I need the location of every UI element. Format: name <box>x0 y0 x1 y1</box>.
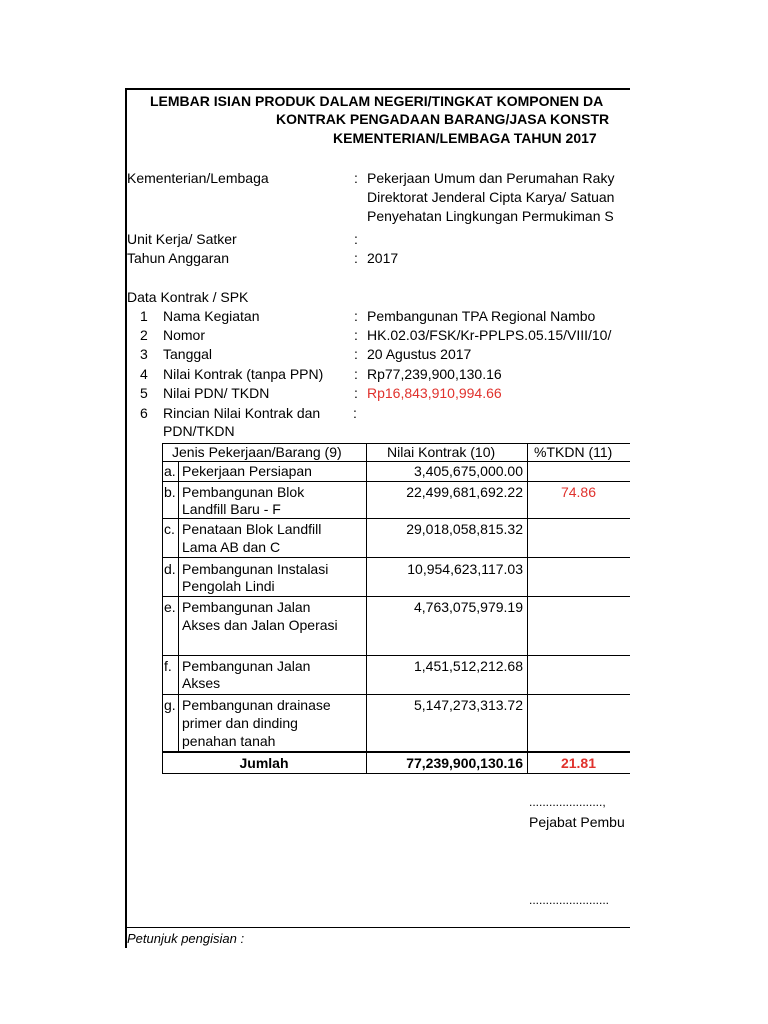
row-name: Pembangunan Blok <box>182 484 305 500</box>
title-line-3: KEMENTERIAN/LEMBAGA TAHUN 2017 <box>333 130 597 146</box>
title-line-1: LEMBAR ISIAN PRODUK DALAM NEGERI/TINGKAT KOMPONEN DA <box>150 93 604 109</box>
item-colon: : <box>354 308 358 324</box>
page-edge <box>631 0 768 1024</box>
item-label: Nilai Kontrak (tanpa PPN) <box>163 366 324 382</box>
rincian-table <box>162 443 630 774</box>
item-label-line2: PDN/TKDN <box>163 423 235 439</box>
row-name-2: Lama AB dan C <box>182 539 281 555</box>
row-value: 5,147,273,313.72 <box>414 697 523 713</box>
row-letter: c. <box>164 521 175 537</box>
total-value: 77,239,900,130.16 <box>406 755 523 771</box>
row-letter: a. <box>164 463 176 479</box>
item-no: 4 <box>140 366 148 382</box>
kementerian-value-3: Penyehatan Lingkungan Permukiman S <box>367 208 614 224</box>
total-tkdn: 21.81 <box>560 755 597 771</box>
total-label: Jumlah <box>239 755 289 771</box>
row-name-2: Pengolah Lindi <box>182 578 275 594</box>
kementerian-colon: : <box>354 170 358 186</box>
item-no: 6 <box>140 405 148 421</box>
kementerian-value-2: Direktorat Jenderal Cipta Karya/ Satuan <box>367 189 615 205</box>
item-colon: : <box>354 346 358 362</box>
row-name-2: Landfill Baru - F <box>182 501 281 517</box>
row-name-2: Akses dan Jalan Operasi <box>182 617 338 633</box>
item-label: Rincian Nilai Kontrak dan <box>163 405 321 421</box>
item-label: Nilai PDN/ TKDN <box>163 385 270 401</box>
header-tkdn: %TKDN (11) <box>534 444 613 460</box>
item-no: 3 <box>140 346 148 362</box>
row-name: Pekerjaan Persiapan <box>182 463 312 479</box>
row-value: 22,499,681,692.22 <box>406 484 523 500</box>
tahun-label: Tahun Anggaran <box>127 250 229 266</box>
item-no: 5 <box>140 385 148 401</box>
row-letter: b. <box>164 484 176 500</box>
header-jenis: Jenis Pekerjaan/Barang (9) <box>172 444 342 460</box>
row-name-2: primer dan dinding <box>182 715 298 731</box>
left-border <box>125 88 127 948</box>
item-label: Nomor <box>163 327 206 343</box>
item-label: Tanggal <box>163 346 213 362</box>
row-name: Pembangunan Instalasi <box>182 561 329 577</box>
row-value: 1,451,512,212.68 <box>414 658 523 674</box>
header-nilai: Nilai Kontrak (10) <box>387 444 496 460</box>
row-letter: d. <box>164 561 176 577</box>
row-name: Penataan Blok Landfill <box>182 521 322 537</box>
unit-colon: : <box>354 231 358 247</box>
item-value-pdn: Rp16,843,910,994.66 <box>367 385 502 401</box>
tahun-value: 2017 <box>367 250 399 266</box>
row-value: 3,405,675,000.00 <box>414 463 523 479</box>
row-name: Pembangunan Jalan <box>182 658 311 674</box>
item-no: 2 <box>140 327 148 343</box>
item-value: 20 Agustus 2017 <box>367 346 472 362</box>
row-tkdn: 74.86 <box>560 484 597 500</box>
row-name: Pembangunan drainase <box>182 697 331 713</box>
kementerian-value-1: Pekerjaan Umum dan Perumahan Raky <box>367 170 615 186</box>
kementerian-label: Kementerian/Lembaga <box>127 170 269 186</box>
row-value: 4,763,075,979.19 <box>414 599 523 615</box>
row-letter: f. <box>164 658 172 674</box>
item-colon: : <box>354 385 358 401</box>
row-letter: e. <box>164 599 176 615</box>
row-name-2: Akses <box>182 675 221 691</box>
kontrak-heading: Data Kontrak / SPK <box>127 289 249 305</box>
item-value: HK.02.03/FSK/Kr-PPLPS.05.15/VIII/10/ <box>367 327 612 343</box>
top-border <box>125 88 630 90</box>
tahun-colon: : <box>354 250 358 266</box>
row-name-3: penahan tanah <box>182 733 276 749</box>
item-label: Nama Kegiatan <box>163 308 260 324</box>
row-letter: g. <box>164 697 176 713</box>
item-value: Pembangunan TPA Regional Nambo <box>367 308 596 324</box>
item-colon: : <box>353 405 357 421</box>
footer-divider <box>125 927 630 928</box>
title-line-2: KONTRAK PENGADAAN BARANG/JASA KONSTR <box>276 111 610 127</box>
item-value: Rp77,239,900,130.16 <box>367 366 502 382</box>
unit-label: Unit Kerja/ Satker <box>127 231 237 247</box>
item-colon: : <box>354 327 358 343</box>
row-name: Pembangunan Jalan <box>182 599 311 615</box>
signature-name: ........................ <box>529 893 610 907</box>
petunjuk-label: Petunjuk pengisian : <box>127 931 245 946</box>
row-value: 29,018,058,815.32 <box>406 521 523 537</box>
signature-title: Pejabat Pembu <box>529 814 625 830</box>
row-value: 10,954,623,117.03 <box>407 561 523 577</box>
item-colon: : <box>354 366 358 382</box>
signature-place-date: ......................, <box>529 795 606 809</box>
item-no: 1 <box>140 308 148 324</box>
